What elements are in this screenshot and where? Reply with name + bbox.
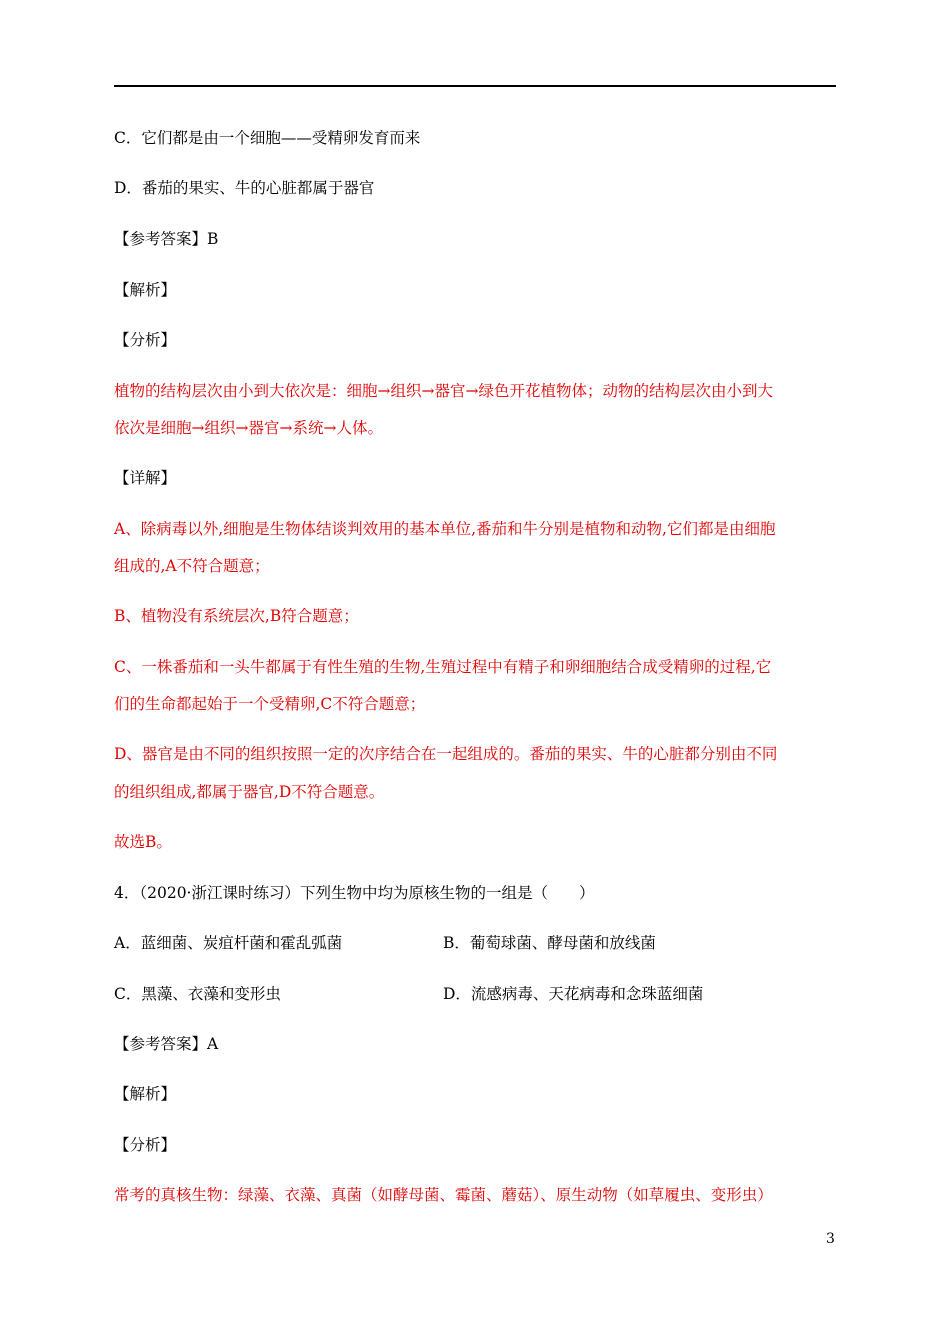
q4-option-d: D．流感病毒、天花病毒和念珠蓝细菌	[443, 985, 704, 1003]
q3-answer	[114, 229, 218, 249]
answer-value: B	[207, 230, 219, 248]
q3-analysis-line-1: 植物的结构层次由小到大依次是：细胞→组织→器官→绿色开花植物体；动物的结构层次由小到大	[114, 382, 773, 400]
q3-detail-d-line-1: D、器官是由不同的组织按照一定的次序结合在一起组成的。番茄的果实、牛的心脏都分别由不同	[114, 745, 778, 763]
q3-detail-d-line-2: 的组织组成,都属于器官,D不符合题意。	[114, 783, 385, 801]
page-number: 3	[826, 1231, 835, 1247]
q3-jiexi-heading: 【解析】	[114, 281, 177, 299]
q4-jiexi-heading: 【解析】	[114, 1085, 177, 1103]
q4-answer	[114, 1034, 218, 1054]
q3-option-c: C．它们都是由一个细胞——受精卵发育而来	[114, 129, 421, 147]
q4-analysis-line-1: 常考的真核生物：绿藻、衣藻、真菌（如酵母菌、霉菌、蘑菇）、原生动物（如草履虫、变形虫）	[114, 1186, 773, 1204]
q3-detail-a-line-2: 组成的,A不符合题意；	[114, 557, 270, 575]
answer-label: 【参考答案】	[114, 230, 208, 248]
q3-fenxi-heading: 【分析】	[114, 331, 177, 349]
q3-option-d: D．番茄的果实、牛的心脏都属于器官	[114, 179, 375, 197]
answer-label: 【参考答案】	[114, 1035, 208, 1053]
q3-analysis-line-2: 依次是细胞→组织→器官→系统→人体。	[114, 419, 383, 437]
q3-detail-c-line-1: C、一株番茄和一头牛都属于有性生殖的生物,生殖过程中有精子和卵细胞结合成受精卵的过程,它	[114, 658, 772, 676]
q3-detail-b: B、植物没有系统层次,B符合题意；	[114, 607, 359, 625]
q4-option-c: C．黑藻、衣藻和变形虫	[114, 985, 281, 1003]
q3-detail-a-line-1: A、除病毒以外,细胞是生物体结谈判效用的基本单位,番茄和牛分别是植物和动物,它们都是由细胞	[114, 520, 776, 538]
q3-conclusion: 故选B。	[114, 833, 172, 851]
answer-value: A	[207, 1035, 219, 1053]
header-rule	[114, 85, 836, 87]
q4-stem: 4．（2020·浙江课时练习）下列生物中均为原核生物的一组是（ ）	[114, 884, 595, 902]
q4-option-b: B．葡萄球菌、酵母菌和放线菌	[443, 934, 656, 952]
q3-detail-c-line-2: 们的生命都起始于一个受精卵,C不符合题意；	[114, 695, 426, 713]
q4-option-a: A．蓝细菌、炭疽杆菌和霍乱弧菌	[114, 934, 343, 952]
q3-xiangjie-heading: 【详解】	[114, 469, 177, 487]
q4-fenxi-heading: 【分析】	[114, 1136, 177, 1154]
